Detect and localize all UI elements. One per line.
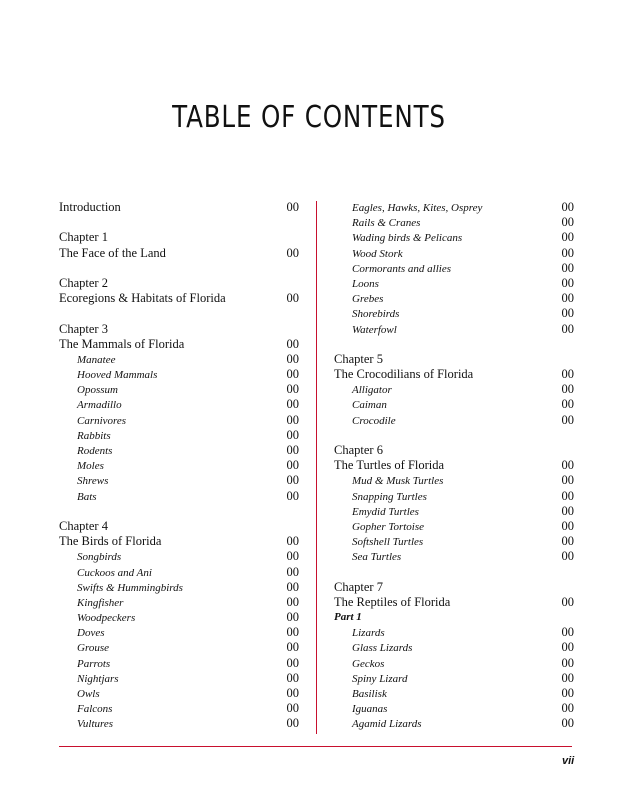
chapter-number[interactable] (59, 230, 299, 245)
toc-label: Glass Lizards (352, 642, 413, 655)
chapter-number[interactable] (334, 580, 574, 595)
toc-label: Kingfisher (77, 596, 124, 609)
toc-subentry[interactable] (59, 443, 299, 458)
toc-label: Lizards (352, 627, 385, 640)
toc-page-number: 00 (286, 473, 299, 488)
toc-subentry[interactable] (59, 382, 299, 397)
page-number: vii (562, 755, 575, 767)
toc-label: Introduction (59, 200, 121, 214)
part-label[interactable] (334, 610, 574, 625)
toc-page-number: 00 (286, 443, 299, 457)
toc-page-number: 00 (561, 716, 574, 731)
toc-subentry[interactable] (59, 473, 299, 488)
toc-subentry[interactable] (334, 534, 574, 549)
chapter-number[interactable] (59, 276, 299, 291)
toc-subentry[interactable] (59, 428, 299, 443)
toc-label: Rabbits (77, 429, 111, 442)
toc-subentry[interactable] (334, 504, 574, 519)
chapter-title[interactable] (59, 337, 299, 352)
toc-page-number: 00 (561, 625, 574, 640)
toc-subentry[interactable] (334, 519, 574, 534)
toc-page-number: 00 (561, 549, 574, 564)
toc-page-number: 00 (561, 382, 574, 397)
toc-label: Geckos (352, 657, 385, 670)
toc-label: Songbirds (77, 551, 122, 564)
chapter-title[interactable] (334, 458, 574, 473)
toc-spacer (334, 565, 574, 580)
toc-page-number: 00 (561, 488, 574, 503)
toc-page-number: 00 (286, 670, 299, 685)
toc-page-number: 00 (286, 351, 299, 366)
toc-page-number: 00 (561, 367, 574, 382)
page-title: TABLE OF CONTENTS (172, 100, 446, 135)
toc-label: Ecoregions & Habitats of Florida (59, 291, 226, 306)
toc-label: Hooved Mammals (77, 369, 158, 382)
toc-label: Opossum (77, 384, 118, 397)
toc-label: Caiman (352, 399, 387, 412)
toc-label: Cuckoos and Ani (77, 566, 152, 579)
footer-rule (59, 746, 572, 747)
toc-page-number: 00 (561, 215, 574, 230)
toc-subentry[interactable] (334, 413, 574, 428)
toc-page-number: 00 (561, 397, 574, 412)
toc-page-number: 00 (286, 564, 299, 579)
toc-label: Spiny Lizard (352, 672, 408, 685)
toc-page-number: 00 (561, 503, 574, 518)
toc-label: Parrots (77, 657, 111, 670)
toc-page-number: 00 (286, 579, 299, 594)
toc-page-number: 00 (561, 321, 574, 336)
chapter-number[interactable] (59, 322, 299, 337)
toc-label: Sea Turtles (352, 551, 402, 564)
toc-subentry[interactable] (334, 701, 574, 716)
toc-label: Gopher Tortoise (352, 520, 425, 533)
chapter-title[interactable] (334, 367, 574, 382)
toc-label: Chapter 7 (334, 579, 383, 594)
toc-page-number: 00 (286, 458, 299, 473)
toc-subentry[interactable] (59, 549, 299, 564)
toc-subentry[interactable] (334, 230, 574, 245)
toc-label: Alligator (352, 384, 392, 397)
toc-label: Mud & Musk Turtles (352, 475, 444, 488)
toc-subentry[interactable] (334, 640, 574, 655)
toc-subentry[interactable] (334, 246, 574, 261)
toc-label: Nightjars (77, 672, 119, 685)
toc-label: Eagles, Hawks, Kites, Osprey (352, 202, 483, 214)
toc-page-number: 00 (561, 473, 574, 488)
toc-label: Loons (352, 277, 379, 290)
toc-page-number: 00 (286, 716, 299, 731)
toc-spacer (59, 215, 299, 230)
toc-label: Softshell Turtles (352, 536, 424, 549)
toc-label: Cormorants and allies (352, 262, 452, 275)
toc-page-number: 00 (286, 336, 299, 351)
toc-label: Chapter 5 (334, 351, 383, 366)
toc-label: Snapping Turtles (352, 490, 427, 503)
toc-subentry[interactable] (59, 458, 299, 473)
toc-subentry[interactable] (59, 367, 299, 382)
chapter-title[interactable] (59, 534, 299, 549)
toc-entry[interactable] (59, 200, 299, 215)
toc-page-number: 00 (561, 670, 574, 685)
toc-label: Emydid Turtles (352, 505, 419, 518)
toc-label: Wading birds & Pelicans (352, 232, 463, 245)
toc-label: Bats (77, 490, 97, 503)
toc-page-number: 00 (561, 245, 574, 260)
toc-page-number: 00 (286, 625, 299, 640)
toc-label: Chapter 3 (59, 321, 108, 336)
toc-page-number: 00 (561, 230, 574, 245)
toc-page-number: 00 (286, 291, 299, 306)
toc-subentry[interactable] (334, 671, 574, 686)
toc-label: Carnivores (77, 414, 127, 427)
toc-page-number: 00 (286, 594, 299, 609)
toc-subentry[interactable] (59, 686, 299, 701)
toc-subentry[interactable] (59, 701, 299, 716)
toc-page-number: 00 (286, 534, 299, 549)
toc-subentry[interactable] (59, 565, 299, 580)
toc-page-number: 00 (286, 397, 299, 412)
toc-page-number: 00 (286, 640, 299, 655)
toc-subentry[interactable] (59, 352, 299, 367)
toc-page-number: 00 (561, 686, 574, 700)
toc-label: Moles (77, 460, 104, 473)
toc-subentry[interactable] (59, 397, 299, 412)
toc-label: Owls (77, 688, 100, 700)
toc-subentry[interactable] (334, 200, 574, 215)
toc-label: Manatee (77, 353, 116, 366)
toc-subentry[interactable] (59, 413, 299, 428)
toc-page-number: 00 (286, 488, 299, 503)
toc-page-number: 00 (286, 610, 299, 625)
chapter-number[interactable] (334, 443, 574, 458)
toc-page-number: 00 (561, 640, 574, 655)
toc-label: Waterfowl (352, 323, 397, 336)
toc-label: Agamid Lizards (352, 718, 422, 731)
toc-subentry[interactable] (59, 716, 299, 731)
toc-subentry[interactable] (59, 580, 299, 595)
chapter-number[interactable] (59, 519, 299, 534)
toc-label: Swifts & Hummingbirds (77, 581, 183, 594)
toc-label: Basilisk (352, 688, 387, 700)
toc-subentry[interactable] (334, 261, 574, 276)
toc-page-number: 00 (561, 655, 574, 670)
toc-label: The Reptiles of Florida (334, 594, 451, 609)
toc-page-number: 00 (286, 549, 299, 564)
chapter-title[interactable] (59, 291, 299, 306)
toc-page-number: 00 (561, 534, 574, 549)
toc-subentry[interactable] (334, 489, 574, 504)
toc-page-number: 00 (561, 306, 574, 321)
toc-page-number: 00 (561, 200, 574, 214)
toc-subentry[interactable] (59, 640, 299, 655)
toc-subentry[interactable] (59, 625, 299, 640)
toc-column-right (334, 200, 574, 732)
toc-subentry[interactable] (334, 716, 574, 731)
toc-label: The Turtles of Florida (334, 458, 445, 473)
toc-page-number: 00 (286, 245, 299, 260)
toc-label: The Mammals of Florida (59, 336, 185, 351)
toc-label: Shrews (77, 475, 109, 488)
toc-spacer (59, 261, 299, 276)
toc-label: The Birds of Florida (59, 534, 162, 549)
toc-page-number: 00 (286, 412, 299, 427)
toc-label: Woodpeckers (77, 612, 136, 625)
toc-label: Crocodile (352, 414, 396, 427)
toc-subentry[interactable] (334, 656, 574, 671)
toc-subentry[interactable] (59, 671, 299, 686)
toc-subentry[interactable] (59, 610, 299, 625)
toc-spacer (334, 428, 574, 443)
toc-label: Shorebirds (352, 308, 400, 321)
toc-label: Armadillo (77, 399, 122, 412)
toc-subentry[interactable] (334, 549, 574, 564)
toc-page-number: 00 (561, 275, 574, 290)
chapter-title[interactable] (59, 246, 299, 261)
toc-label: Chapter 2 (59, 275, 108, 290)
toc-page-number: 00 (286, 701, 299, 716)
toc-label: Wood Stork (352, 247, 403, 260)
toc-page-number: 00 (286, 367, 299, 382)
toc-subentry[interactable] (334, 322, 574, 337)
toc-label: Falcons (77, 703, 113, 716)
toc-column-left (59, 200, 299, 732)
toc-page-number: 00 (286, 655, 299, 670)
toc-page-number: 00 (561, 701, 574, 716)
toc-page-number: 00 (286, 382, 299, 397)
toc-subentry[interactable] (334, 625, 574, 640)
toc-label: Grouse (77, 642, 109, 655)
chapter-title[interactable] (334, 595, 574, 610)
toc-label: Part 1 (334, 611, 362, 624)
toc-label: Rodents (77, 445, 113, 457)
toc-subentry[interactable] (334, 306, 574, 321)
toc-label: Chapter 4 (59, 518, 108, 533)
toc-subentry[interactable] (334, 291, 574, 306)
toc-page-number: 00 (561, 458, 574, 473)
column-divider (316, 201, 317, 734)
toc-subentry[interactable] (59, 489, 299, 504)
toc-page-number: 00 (561, 291, 574, 306)
toc-subentry[interactable] (334, 276, 574, 291)
toc-subentry[interactable] (334, 215, 574, 230)
toc-subentry[interactable] (334, 397, 574, 412)
toc-spacer (59, 306, 299, 321)
toc-label: Vultures (77, 718, 114, 731)
toc-label: Doves (77, 627, 105, 640)
toc-subentry[interactable] (59, 595, 299, 610)
toc-spacer (59, 504, 299, 519)
toc-spacer (334, 337, 574, 352)
toc-page-number: 00 (286, 200, 299, 214)
toc-page-number: 00 (286, 427, 299, 442)
toc-label: Iguanas (352, 703, 388, 716)
toc-label: The Face of the Land (59, 245, 166, 260)
toc-page-number: 00 (561, 518, 574, 533)
toc-page-number: 00 (286, 686, 299, 700)
toc-subentry[interactable] (59, 656, 299, 671)
toc-page-number: 00 (561, 594, 574, 609)
toc-subentry[interactable] (334, 473, 574, 488)
chapter-number[interactable] (334, 352, 574, 367)
toc-label: Grebes (352, 293, 384, 306)
toc-label: Chapter 1 (59, 230, 108, 245)
toc-label: Chapter 6 (334, 443, 383, 457)
toc-page-number: 00 (561, 260, 574, 275)
toc-subentry[interactable] (334, 686, 574, 701)
toc-label: The Crocodilians of Florida (334, 367, 474, 382)
toc-page-number: 00 (561, 412, 574, 427)
toc-label: Rails & Cranes (352, 217, 421, 230)
toc-subentry[interactable] (334, 382, 574, 397)
